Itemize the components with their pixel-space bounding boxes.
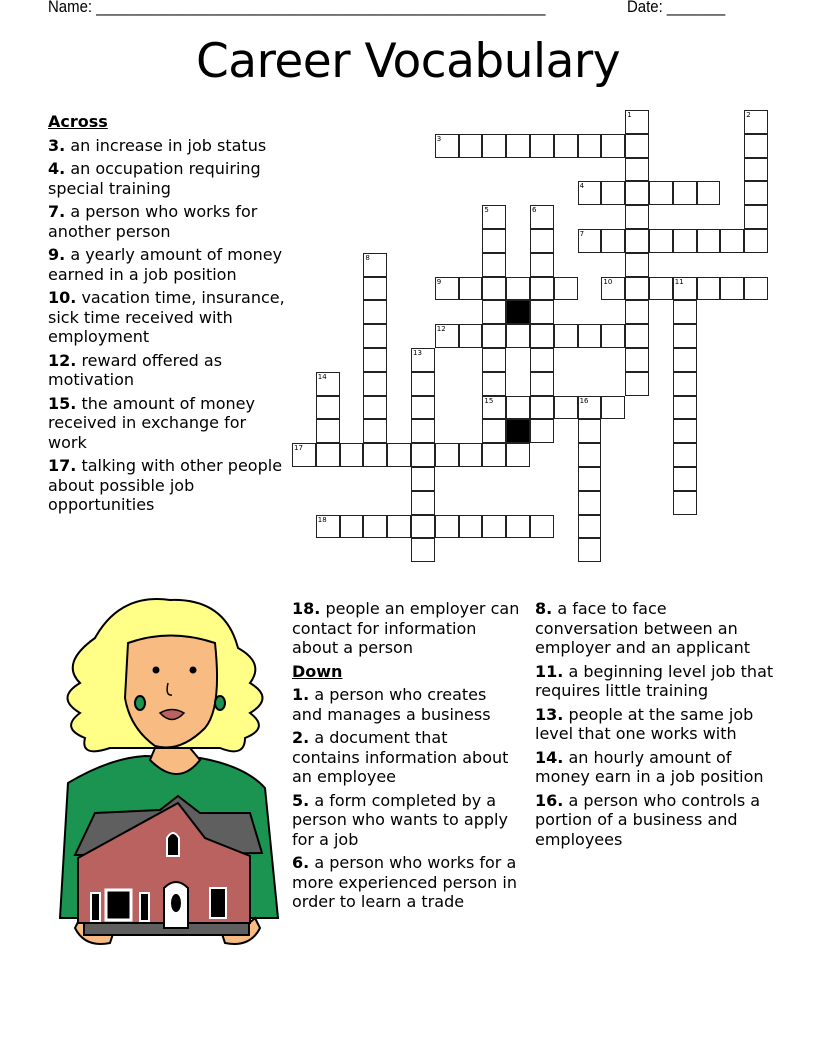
clue-across-15: [48, 394, 288, 453]
crossword-cell[interactable]: [673, 324, 697, 348]
cell-number: 7: [579, 230, 585, 238]
clue-number: 12.: [48, 350, 77, 370]
crossword-cell[interactable]: [363, 419, 387, 443]
crossword-cell[interactable]: [744, 205, 768, 229]
crossword-cell[interactable]: [530, 348, 554, 372]
crossword-cell[interactable]: [411, 538, 435, 562]
crossword-cell[interactable]: [506, 396, 530, 420]
crossword-cell[interactable]: [411, 396, 435, 420]
crossword-cell[interactable]: [363, 372, 387, 396]
crossword-cell[interactable]: [744, 134, 768, 158]
crossword-cell[interactable]: [601, 324, 625, 348]
crossword-cell[interactable]: [625, 324, 649, 348]
name-field[interactable]: Name: ______________________________________________________: [48, 0, 546, 16]
crossword-cell[interactable]: [530, 277, 554, 301]
black-cell: [506, 300, 530, 324]
crossword-cell[interactable]: [435, 134, 459, 158]
crossword-cell[interactable]: [482, 300, 506, 324]
clue-number: 11.: [535, 661, 564, 681]
clue-number: 6.: [292, 853, 310, 872]
clue-number: 1.: [292, 685, 310, 704]
crossword-cell[interactable]: [506, 515, 530, 539]
crossword-cell[interactable]: [578, 443, 602, 467]
clue-across-7: [48, 202, 288, 241]
cell-number: 4: [579, 182, 585, 191]
crossword-cell[interactable]: [482, 372, 506, 396]
clue-text: a document that contains information about an employee: [292, 728, 509, 786]
crossword-cell[interactable]: [530, 134, 554, 158]
clue-number: 17.: [48, 456, 77, 475]
crossword-cell[interactable]: [316, 443, 340, 467]
crossword-cell[interactable]: [673, 229, 697, 253]
crossword-cell[interactable]: [316, 419, 340, 443]
clue-number: 14.: [535, 747, 564, 767]
clue-number: 2.: [292, 728, 310, 747]
crossword-cell[interactable]: [578, 229, 602, 253]
cell-number: 15: [484, 396, 494, 405]
crossword-cell[interactable]: [459, 134, 483, 158]
crossword-cell[interactable]: [578, 491, 602, 515]
cell-number: 12: [436, 325, 446, 334]
clue-number: 7.: [48, 202, 66, 221]
crossword-cell[interactable]: [673, 181, 697, 205]
crossword-cell[interactable]: [530, 253, 554, 277]
crossword-cell[interactable]: [482, 515, 506, 539]
crossword-cell[interactable]: [578, 467, 602, 491]
crossword-cell[interactable]: [744, 110, 768, 134]
crossword-cell[interactable]: [625, 300, 649, 324]
crossword-cell[interactable]: [435, 443, 459, 467]
clue-text: the amount of money received in exchange for work: [48, 393, 255, 452]
crossword-cell[interactable]: [625, 253, 649, 277]
crossword-cell[interactable]: [601, 396, 625, 420]
clue-text: people an employer can contact for information about a person: [292, 599, 520, 657]
crossword-cell[interactable]: [625, 229, 649, 253]
clue-number: 18.: [292, 599, 321, 618]
crossword-cell[interactable]: [530, 300, 554, 324]
crossword-cell[interactable]: [554, 324, 578, 348]
crossword-cell[interactable]: [411, 515, 435, 539]
crossword-cell[interactable]: [697, 181, 721, 205]
crossword-cell[interactable]: [601, 134, 625, 158]
clue-text: a face to face conversation between an employer and an applicant: [535, 599, 751, 657]
cell-number: 6: [532, 206, 537, 215]
crossword-cell[interactable]: [625, 372, 649, 396]
crossword-cell[interactable]: [363, 324, 387, 348]
cell-number: 9: [436, 277, 442, 286]
crossword-cell[interactable]: [316, 396, 340, 420]
crossword-cell[interactable]: [720, 277, 744, 301]
crossword-cell[interactable]: [530, 515, 554, 539]
clues-middle-column: [292, 599, 520, 916]
crossword-cell[interactable]: [363, 443, 387, 467]
crossword-cell[interactable]: [506, 443, 530, 467]
crossword-cell[interactable]: [435, 324, 459, 348]
clue-text: a person who creates and manages a business: [292, 685, 491, 724]
clue-text: talking with other people about possible job opportunities: [48, 456, 283, 514]
cell-number: 10: [603, 277, 613, 286]
cell-number: 11: [674, 277, 684, 286]
crossword-cell[interactable]: [316, 372, 340, 396]
crossword-cell[interactable]: [625, 348, 649, 372]
crossword-cell[interactable]: [578, 538, 602, 562]
face: [125, 636, 217, 748]
black-cell: [506, 419, 530, 443]
crossword-cell[interactable]: [530, 205, 554, 229]
crossword-cell[interactable]: [720, 229, 744, 253]
crossword-cell[interactable]: [673, 491, 697, 515]
clue-down-13: [535, 705, 775, 744]
crossword-cell[interactable]: [411, 372, 435, 396]
crossword-cell[interactable]: [649, 277, 673, 301]
clue-down-14: [535, 748, 775, 787]
crossword-cell[interactable]: [578, 396, 602, 420]
crossword-cell[interactable]: [530, 419, 554, 443]
clue-text: vacation time, insurance, sick time received with employment: [48, 288, 285, 346]
crossword-cell[interactable]: [411, 491, 435, 515]
crossword-cell[interactable]: [482, 396, 506, 420]
crossword-cell[interactable]: [482, 229, 506, 253]
crossword-cell[interactable]: [578, 324, 602, 348]
clue-number: 13.: [535, 704, 564, 724]
crossword-cell[interactable]: [601, 229, 625, 253]
crossword-cell[interactable]: [673, 467, 697, 491]
crossword-cell[interactable]: [411, 443, 435, 467]
crossword-cell[interactable]: [411, 467, 435, 491]
cell-number: 1: [627, 111, 632, 119]
clue-text: a person who works for another person: [48, 202, 258, 241]
crossword-cell[interactable]: [530, 396, 554, 420]
crossword-cell[interactable]: [363, 253, 387, 277]
clue-across-12: [48, 351, 288, 390]
crossword-cell[interactable]: [482, 419, 506, 443]
crossword-cell[interactable]: [601, 181, 625, 205]
crossword-cell[interactable]: [744, 181, 768, 205]
crossword-cell[interactable]: [387, 443, 411, 467]
date-field[interactable]: Date: _______: [627, 0, 726, 16]
clue-text: an occupation requiring special training: [48, 159, 261, 198]
crossword-cell[interactable]: [482, 134, 506, 158]
clue-number: 10.: [48, 288, 77, 307]
crossword-cell[interactable]: [649, 229, 673, 253]
clue-across-9: [48, 245, 288, 284]
crossword-cell[interactable]: [482, 348, 506, 372]
clues-across-column: [48, 112, 288, 519]
down-heading: Down: [292, 661, 343, 681]
crossword-cell[interactable]: [340, 443, 364, 467]
crossword-cell[interactable]: [387, 515, 411, 539]
clue-down-2: [292, 728, 520, 787]
crossword-cell[interactable]: [459, 324, 483, 348]
page-title: Career Vocabulary: [195, 34, 621, 89]
crossword-cell[interactable]: [625, 277, 649, 301]
clue-down-8: [535, 599, 775, 658]
crossword-cell[interactable]: [673, 419, 697, 443]
crossword-cell[interactable]: [292, 443, 316, 467]
crossword-cell[interactable]: [697, 229, 721, 253]
crossword-cell[interactable]: [625, 181, 649, 205]
crossword-cell[interactable]: [554, 277, 578, 301]
clue-across-3: [48, 136, 288, 156]
crossword-cell[interactable]: [411, 348, 435, 372]
crossword-cell[interactable]: [363, 300, 387, 324]
clue-across-4: [48, 159, 288, 198]
crossword-cell[interactable]: [625, 134, 649, 158]
clues-right-column: [535, 599, 775, 853]
clue-down-11: [535, 662, 775, 701]
crossword-cell[interactable]: [363, 277, 387, 301]
crossword-cell[interactable]: [482, 277, 506, 301]
cell-number: 2: [746, 111, 751, 119]
crossword-cell[interactable]: [459, 277, 483, 301]
crossword-cell[interactable]: [435, 277, 459, 301]
crossword-cell[interactable]: [625, 158, 649, 182]
cell-number: 5: [484, 206, 489, 215]
crossword-cell[interactable]: [554, 134, 578, 158]
clue-down-16: [535, 791, 775, 850]
clue-number: 8.: [535, 599, 553, 618]
crossword-cell[interactable]: [601, 277, 625, 301]
crossword-cell[interactable]: [411, 419, 435, 443]
crossword-cell[interactable]: [673, 443, 697, 467]
crossword-cell[interactable]: [673, 372, 697, 396]
crossword-cell[interactable]: [530, 324, 554, 348]
clue-text: a yearly amount of money earned in a job position: [48, 245, 283, 284]
crossword-cell[interactable]: [744, 158, 768, 182]
crossword-cell[interactable]: [506, 324, 530, 348]
crossword-cell[interactable]: [530, 372, 554, 396]
crossword-cell[interactable]: [649, 181, 673, 205]
clue-text: people at the same job level that one works with: [535, 704, 754, 743]
woman-holding-house-clipart: [50, 588, 285, 953]
crossword-cell[interactable]: [578, 515, 602, 539]
crossword-cell[interactable]: [506, 277, 530, 301]
crossword-cell[interactable]: [530, 229, 554, 253]
crossword-cell[interactable]: [459, 443, 483, 467]
cell-number: 18: [317, 515, 327, 524]
crossword-cell[interactable]: [363, 396, 387, 420]
cell-number: 3: [436, 134, 442, 143]
clue-text: a beginning level job that requires little training: [535, 661, 774, 700]
clue-number: 15.: [48, 393, 77, 413]
clue-text: an increase in job status: [70, 135, 267, 155]
crossword-cell[interactable]: [363, 515, 387, 539]
clue-down-1: [292, 685, 520, 724]
crossword-cell[interactable]: [363, 348, 387, 372]
clue-text: a form completed by a person who wants to apply for a job: [292, 790, 508, 849]
across-heading: Across: [48, 112, 108, 131]
crossword-cell[interactable]: [554, 396, 578, 420]
clue-number: 16.: [535, 790, 564, 810]
crossword-cell[interactable]: [744, 229, 768, 253]
crossword-cell[interactable]: [316, 515, 340, 539]
cell-number: 13: [413, 349, 422, 357]
crossword-cell[interactable]: [744, 277, 768, 301]
clue-down-6: [292, 853, 520, 912]
cell-number: 8: [365, 253, 370, 262]
clue-number: 9.: [48, 245, 66, 264]
crossword-cell[interactable]: [625, 110, 649, 134]
cell-number: 17: [294, 444, 303, 453]
clue-text: a person who works for a more experienced person in order to learn a trade: [292, 853, 517, 911]
crossword-cell[interactable]: [482, 253, 506, 277]
clue-text: a person who controls a portion of a business and employees: [535, 790, 761, 849]
crossword-cell[interactable]: [482, 443, 506, 467]
cell-number: 16: [579, 396, 589, 405]
crossword-cell[interactable]: [340, 515, 364, 539]
crossword-cell[interactable]: [673, 277, 697, 301]
clue-number: 5.: [292, 790, 310, 810]
clue-across-17: [48, 456, 288, 515]
crossword-cell[interactable]: [673, 396, 697, 420]
clue-number: 3.: [48, 135, 66, 155]
crossword-cell[interactable]: [625, 205, 649, 229]
cell-number: 14: [317, 372, 327, 381]
crossword-cell[interactable]: [673, 300, 697, 324]
clue-number: 4.: [48, 159, 66, 178]
crossword-cell[interactable]: [697, 277, 721, 301]
crossword-cell[interactable]: [578, 419, 602, 443]
clue-text: reward offered as motivation: [48, 350, 223, 389]
clue-down-5: [292, 791, 520, 850]
crossword-cell[interactable]: [578, 181, 602, 205]
clue-across-10: [48, 288, 288, 347]
crossword-cell[interactable]: [578, 134, 602, 158]
crossword-cell[interactable]: [459, 515, 483, 539]
crossword-cell[interactable]: [673, 348, 697, 372]
crossword-cell[interactable]: [435, 515, 459, 539]
clue-text: an hourly amount of money earn in a job position: [535, 747, 764, 786]
clue-across-18: [292, 599, 520, 658]
crossword-cell[interactable]: [482, 205, 506, 229]
crossword-cell[interactable]: [482, 324, 506, 348]
crossword-cell[interactable]: [506, 134, 530, 158]
